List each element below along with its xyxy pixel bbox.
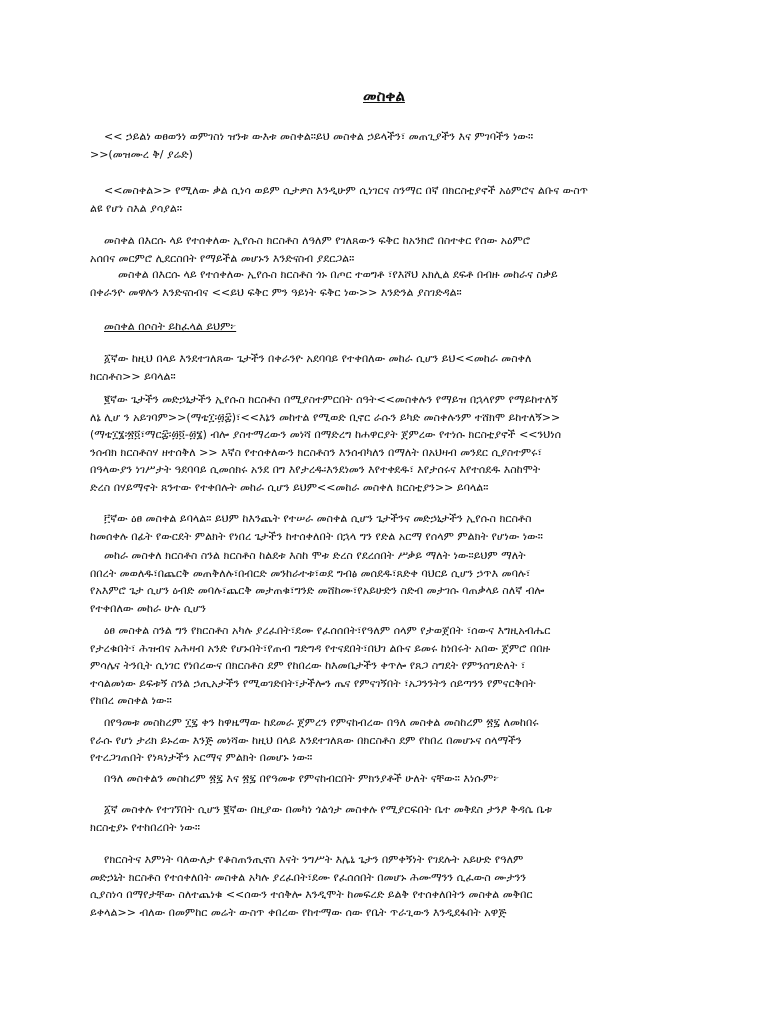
paragraph-line: የክርስትና እምነት ባለውለታ የቆስጠንጢኖስ እናት ንግሥት እሌኒ ጌታን በምቀኝነት የገደሉት አይሁድ የዓለም (104, 853, 524, 866)
paragraph-line: ክርስቶስ>> ይባላል። (90, 369, 176, 383)
paragraph-line: አሰበና መርምሮ ሊደርስበት የማይችል መሆኑን እንድናስብ ያደርጋል። (90, 251, 355, 265)
paragraph (90, 801, 690, 836)
paragraph-line: << ኃይልነ ወፀወንነ ወምገስነ ዝንቱ ውእቱ መስቀል።ይህ መስቀል ኃይላችን፣ መጠጊያችን እና ምገባችን ነው። (104, 130, 534, 143)
paragraph (90, 128, 690, 163)
paragraph-line: መስቀል በእርሱ ላይ የተሰቀለው ኢየሱስ ክርስቶስ ለዓለም የገለጸውን ፍቅር ከአንክሮ በስተቀር የሰው አዕምሮ (104, 234, 531, 247)
paragraph-line: ፩ኛው ከዚህ በላይ እንደተገለጸው ጌታችን በቀራንዮ አደባባይ የተቀበለው መከራ ሲሆን ይህ<<መከራ መስቀለ (104, 352, 532, 365)
paragraph-line: ልዩ የሆነ ስእል ያሳያል። (90, 201, 183, 215)
paragraph-line: በበረት መወለዱ፣በጨርቅ መጠቅለሉ፣በብርድ መንከራተቱ፣ወደ ግብፅ መሰደዱ፣ጸድቀ ባህርይ ሲሆን ኃጥእ መባሉ፣ (90, 566, 531, 580)
paragraph-line: የተቀበለው መከራ ሁሉ ሲሆን (90, 601, 206, 615)
paragraph-line: መድኃኒት ክርስቶስ የተሰቀለበት መስቀል አካሉ ያረፈበት፣ደሙ የፈሰሰበት በመሆኑ ሕሙማንን ሲፈውስ ሙታንን (90, 870, 527, 884)
paragraph-line: ፪ኛው ጌታችን መድኃኒታችን ኢየሱስ ክርስቶስ በሚያስተምርበት ሰዓት<<መስቀሉን የማይዝ በኋላየም የማይከተለኝ (104, 393, 558, 406)
document-title: መስቀል (363, 87, 405, 105)
paragraph-line: በየዓመቱ መስከረም ፲፯ ቀን ከዋዜማው ከደመራ ጀምረን የምናከብረው በዓለ መስቀል መስከረም ፳፯ ለመከበሩ (104, 716, 539, 729)
paragraph-line: በዓላውያን ነገሥታት ዓደባባይ ሲመሰክሩ አንደ በግ እየታረዱ፡እንደነመን እየተቀደዱ፣ እየታሰሩና እየተሰደዱ እስከሞት (90, 463, 541, 476)
paragraph-line: ክርስቲያኑ የተከበረበት ነው። (90, 820, 200, 834)
paragraph-line: ፩ኛ መስቀሉ የተገኘበት ሲሆን ፪ኛው በዚያው በመካነ ጎልጎታ መስቀሉ የሚያርፍበት ቤተ መቅደስ ታንፆ ቅዳሴ ቤቱ (104, 803, 553, 816)
paragraph-line: ንሰብክ ክርስቶስሃ ዘተሰቅለ >> እኛስ የተሰቀለውን ክርስቶስን እንሰብካለን በማለት በአህዛብ መንደር ሲያስተምሩ፣ (90, 445, 542, 459)
paragraph (90, 266, 690, 301)
paragraph (90, 318, 690, 336)
paragraph-line: ለኔ ሊሆ ን አይገባም>>(ማቴ፲፡፴፰)፣<<እኔን መከተል የሚወድ ቢኖር ራሱን ይካድ መስቀሉንም ተሸክሞ ይከተለኝ>> (90, 410, 561, 424)
paragraph-line: ድረስ በሃይማኖት ጸንተው የተቀበሉት መከራ ሲሆን ይህም<<መከራ መስቀለ ክርስቲያን>> ይባላል። (90, 480, 489, 494)
paragraph-line: የአእምሮ ጌታ ሲሆን ዕብድ መባሉ፣ጨርቅ መታጠቁ፣ግንድ መሸከሙ፣የአይሁድን ስድብ መታገሱ ባጠቃላይ ስለኛ ብሎ (90, 584, 545, 597)
paragraph-line: የከበረ መስቀል ነው። (90, 694, 172, 707)
paragraph-line: ከመሰቀሉ በፊት የውርደት ምልክት የነበረ ጌታችን ከተሰቀለበት በኋላ ግን የድል አርማ የሰላም ምልክት የሆነው ነው። (90, 529, 543, 543)
paragraph (90, 547, 690, 617)
paragraph (90, 770, 690, 788)
paragraph-line: የታረቁበት፣ ሕዝብና አሕዛብ አንድ የሆኑበት፣የጠብ ግድግዳ የተናደበት፣በህገ ልቡና ይመሩ ከነበሩት አበው ጀምሮ በበዙ (90, 641, 551, 655)
paragraph-line: መከራ መስቀለ ክርስቶስ ስንል ክርስቶስ ከልደቱ እስከ ሞቱ ድረስ የደረሰበት ሥቃይ ማለት ነው።ይህም ማለት (104, 549, 526, 562)
paragraph-line: የራሱ የሆነ ታሪክ ይኑረው እንጅ መነሻው ከዚህ በላይ እንደተገለጸው በክርስቶስ ደም የከበረ በመሆኑና ሰላማችን (90, 733, 522, 747)
paragraph (90, 510, 690, 545)
paragraph-line: የተረጋገጠበት የነጻነታችን አርማና ምልክት በመሆኑ ነው። (90, 751, 313, 764)
paragraph-line: ተሳልመነው ይፍቱኝ ስንል ኃጢአታችን የሚወገድበት፣ታችሎን ጤና የምናገኝበት ፣አጋንንትን ሰይጣንን የምናርቅበት (90, 676, 536, 690)
paragraph-line: ዕፀ መስቀል ስንል ግን የክርስቶስ አካሉ ያረፈበት፣ደሙ የፈሰሰበት፣የዓለም ሰላም የታወጀበት ፣ሰውና እግዚአብሔር (104, 624, 551, 637)
paragraph-line: መስቀል በሶስት ይከፈላል ይህም፦ (104, 320, 237, 333)
paragraph (90, 350, 690, 385)
paragraph-line: ሲያስነሳ በማየታቸው ስለተጨነቁ <<ሰውን ተሰቅሎ እንዲሞት ከመፍረድ ይልቅ የተሰቀለበትን መስቀል መቅበር (90, 888, 533, 901)
paragraph (90, 851, 690, 921)
paragraph-line: <<መስቀል>> የሚለው ቃል ሲነሳ ወይም ሲታዎስ እንዲሁም ሲነገርና ስንማር በኛ በክርስቲያኖች አዕምሮና ልቡና ውስጥ (104, 184, 589, 197)
paragraph-line: ፫ኛው ዕፀ መስቀል ይባላል። ይህም ከእንጨት የተሠራ መስቀል ሲሆን ጌታችንና መድኃኒታችን ኢየሱስ ክርስቶስ (104, 512, 532, 525)
paragraph-line: በቀራንዮ መዋሉን እንድናስብና <<ይህ ፍቅር ምን ዓይነት ፍቅር ነው>> እንድንል ያስገድዳል። (90, 285, 462, 299)
paragraph-line: ምሳሌና ትንቢት ሲነገር የነበረውና በክርስቶስ ደም የከበረው ከእመቤታችን ቀጥሎ የጸጋ ስግደት የምንሰግድለት ፣ (90, 659, 526, 672)
paragraph-line: መስቀል በእርሱ ላይ የተሰቀለው ኢየሱስ ክርስቶስ ጎኑ በጦር ተወግቶ ፣የእሾህ አክሊል ደፍቶ በብዙ መከራና ስቃይ (118, 268, 558, 281)
paragraph (90, 232, 690, 267)
paragraph-line: >>(መዝሙረ ቅ/ ያሬድ) (90, 147, 193, 161)
paragraph (90, 391, 690, 496)
paragraph (90, 182, 690, 217)
paragraph (90, 622, 690, 710)
paragraph (90, 714, 690, 767)
paragraph-line: (ማቴ፲፮፡፳፬፣ማር፰፡፴፬-፴፮) ብሎ ያስተማረውን መነሻ በማድረግ ከሐዋርያት ጀምረው የተነሱ ክርስቲያኖች <<ንህነሰ (90, 428, 562, 441)
paragraph-line: በዓለ መስቀልን መስከረም ፳፯ እና ፳፯ በየዓመቱ የምናከብርበት ምክንያቶች ሁለት ናቸው። እነሱም፦ (104, 772, 500, 785)
paragraph-line: ይቀላል>> ብለው በመምከር መሬት ውስጥ ቀበረው የከተማው ሰው የቤት ጥራጊውን እንዲደፋበት አዋጅ (90, 905, 507, 919)
